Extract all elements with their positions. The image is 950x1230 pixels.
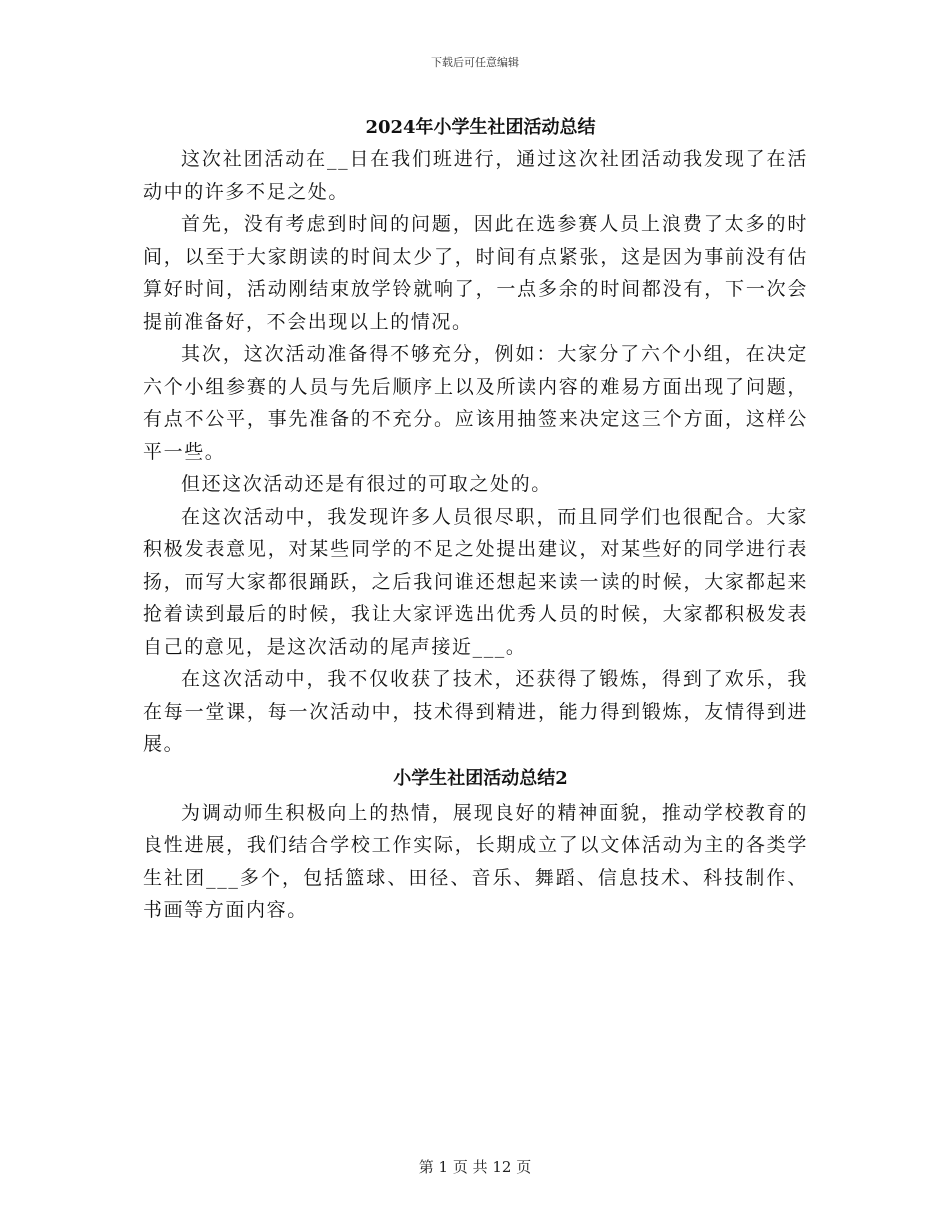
paragraph: 首先，没有考虑到时间的问题，因此在选参赛人员上浪费了太多的时间，以至于大家朗读的时间太少了，时间有点紧张，这是因为事前没有估算好时间，活动刚结束放学铃就响了，一点多余的时间都没有，下一次会提前准备好，不会出现以上的情况。 xyxy=(143,213,808,333)
paragraph: 为调动师生积极向上的热情，展现良好的精神面貌，推动学校教育的良性进展，我们结合学校工作实际，长期成立了以文体活动为主的各类学生社团___多个，包括篮球、田径、音乐、舞蹈、信息技术、科技制作、书画等方面内容。 xyxy=(143,801,808,921)
page-number: 第 1 页 共 12 页 xyxy=(418,1158,532,1176)
paragraph: 这次社团活动在__日在我们班进行，通过这次社团活动我发现了在活动中的许多不足之处。 xyxy=(143,148,808,203)
paragraph: 在这次活动中，我发现许多人员很尽职，而且同学们也很配合。大家积极发表意见，对某些同学的不足之处提出建议，对某些好的同学进行表扬，而写大家都很踊跃，之后我问谁还想起来读一读的时候，大家都起来抢着读到最后的时候，我让大家评选出优秀人员的时候，大家都积极发表自己的意见，是这次活动的尾声接近___。 xyxy=(143,505,808,658)
paragraph: 在这次活动中，我不仅收获了技术，还获得了锻炼，得到了欢乐，我在每一堂课，每一次活动中，技术得到精进，能力得到锻炼，友情得到进展。 xyxy=(143,668,808,755)
document-title: 2024年小学生社团活动总结 xyxy=(365,117,596,138)
header-note: 下载后可任意编辑 xyxy=(431,56,519,69)
section-title: 小学生社团活动总结2 xyxy=(393,767,568,789)
document-body xyxy=(143,113,808,927)
paragraph: 其次，这次活动准备得不够充分，例如：大家分了六个小组，在决定六个小组参赛的人员与先后顺序上以及所读内容的难易方面出现了问题，有点不公平，事先准备的不充分。应该用抽签来决定这三个方面，这样公平一些。 xyxy=(143,343,808,463)
paragraph: 但还这次活动还是有很过的可取之处的。 xyxy=(181,473,552,495)
